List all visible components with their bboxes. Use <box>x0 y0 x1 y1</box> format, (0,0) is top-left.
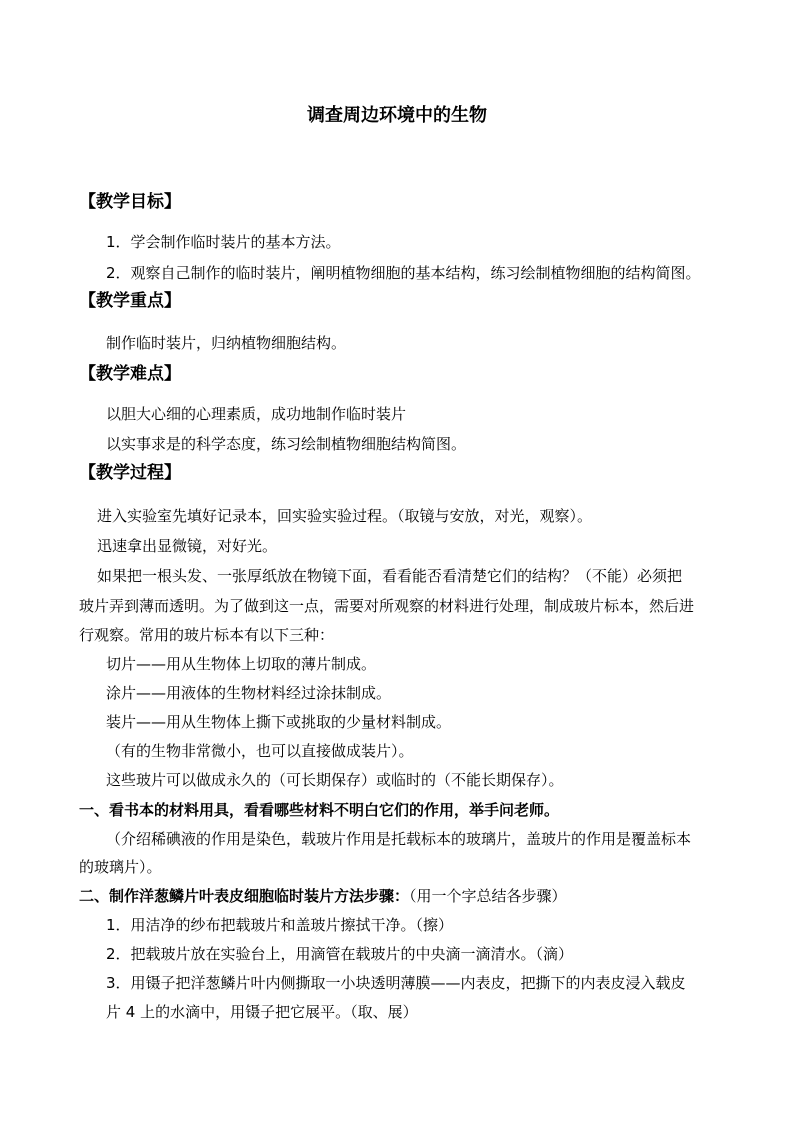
difficulties-heading: 【教学难点】 <box>79 364 181 384</box>
slide-summary: 这些玻片可以做成永久的（可长期保存）或临时的（不能长期保存）。 <box>106 771 564 789</box>
process-paragraph-1: 进入实验室先填好记录本，回实验实验过程。（取镜与安放，对光，观察）。 <box>97 507 593 525</box>
key-points-heading: 【教学重点】 <box>79 291 181 311</box>
part-1-text-line-1: （介绍稀碘液的作用是染色，载玻片作用是托载标本的玻璃片，盖玻片的作用是覆盖标本 <box>106 830 692 848</box>
step-3-line-1: 3．用镊子把洋葱鳞片叶内侧撕取一小块透明薄膜——内表皮，把撕下的内表皮浸入载皮 <box>106 974 686 992</box>
part-2-heading-title: 二、制作洋葱鳞片叶表皮细胞临时装片方法步骤： <box>79 887 410 905</box>
process-paragraph-3-line-3: 行观察。常用的玻片标本有以下三种： <box>79 626 335 644</box>
goal-item-1: 1．学会制作临时装片的基本方法。 <box>106 233 341 251</box>
step-2: 2．把载玻片放在实验台上，用滴管在载玻片的中央滴一滴清水。（滴） <box>106 945 574 963</box>
difficulty-item-2: 以实事求是的科学态度，练习绘制植物细胞结构简图。 <box>106 435 467 453</box>
part-2-heading <box>79 886 567 906</box>
slide-type-smear: 涂片——用液体的生物材料经过涂抹制成。 <box>106 684 392 702</box>
part-1-heading: 一、看书本的材料用具，看看哪些材料不明白它们的作用，举手问老师。 <box>79 801 560 819</box>
process-paragraph-2: 迅速拿出显微镜，对好光。 <box>97 537 278 555</box>
process-paragraph-3-line-2: 玻片弄到薄而透明。为了做到这一点，需要对所观察的材料进行处理，制成玻片标本，然后进 <box>79 597 695 615</box>
slide-note: （有的生物非常微小，也可以直接做成装片）。 <box>106 742 414 760</box>
part-2-heading-note: （用一个字总结各步骤） <box>409 887 567 905</box>
key-points-text: 制作临时装片，归纳植物细胞结构。 <box>106 334 347 352</box>
goal-item-2: 2．观察自己制作的临时装片，阐明植物细胞的基本结构，练习绘制植物细胞的结构简图。 <box>106 264 701 282</box>
part-1-text-line-2: 的玻璃片）。 <box>79 858 162 876</box>
document-title: 调查周边环境中的生物 <box>307 105 487 126</box>
step-1: 1．用洁净的纱布把载玻片和盖玻片擦拭干净。（擦） <box>106 916 454 934</box>
step-3-line-2: 片 4 上的水滴中，用镊子把它展平。（取、展） <box>106 1003 418 1021</box>
process-heading: 【教学过程】 <box>79 463 181 483</box>
process-paragraph-3-line-1: 如果把一根头发、一张厚纸放在物镜下面，看看能否看清楚它们的结构？（不能）必须把 <box>97 567 683 585</box>
goals-heading: 【教学目标】 <box>79 192 181 212</box>
difficulty-item-1: 以胆大心细的心理素质，成功地制作临时装片 <box>106 405 407 423</box>
slide-type-section: 切片——用从生物体上切取的薄片制成。 <box>106 655 377 673</box>
slide-type-mount: 装片——用从生物体上撕下或挑取的少量材料制成。 <box>106 713 452 731</box>
